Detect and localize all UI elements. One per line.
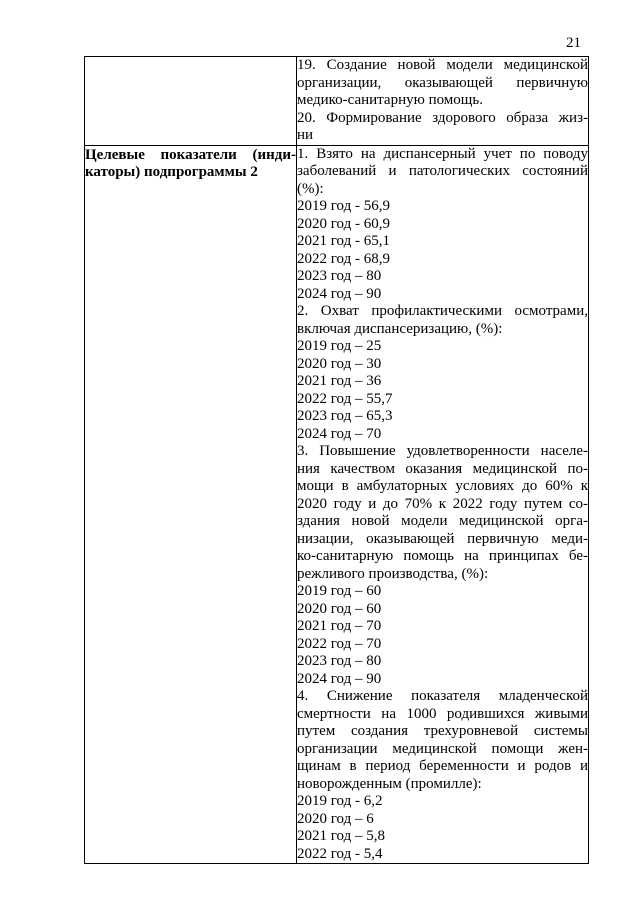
text-line: 2019 год – 25 xyxy=(297,338,382,354)
heading-line: Целевые показатели (инди- xyxy=(85,146,296,163)
text-line: 2. Охват профилактическими осмотрами, xyxy=(297,303,588,319)
table-row xyxy=(85,145,589,864)
page-number: 21 xyxy=(566,35,581,51)
text-line: 2022 год - 68,9 xyxy=(297,250,390,267)
text-line: 2024 год – 90 xyxy=(297,285,382,302)
text-line: 2020 год – 60 xyxy=(297,600,382,617)
text-line: 2023 год – 80 xyxy=(297,653,382,669)
text-line: 2020 год – 6 xyxy=(297,810,374,827)
text-line: смертности на 1000 родившихся живыми xyxy=(297,705,588,722)
text-line: 2024 год – 90 xyxy=(297,670,382,687)
text-line: 2021 год – 5,8 xyxy=(297,828,385,844)
text-line: 2022 год – 55,7 xyxy=(297,390,393,407)
text-line: 2023 год – 65,3 xyxy=(297,408,393,424)
text-line: мощи в амбулаторных условиях до 60% к xyxy=(297,478,588,494)
text-line: путем создания трехуровневой системы xyxy=(297,723,588,739)
text-line: низации, оказывающей первичную меди- xyxy=(297,530,588,547)
text-line: (%): xyxy=(297,180,324,197)
text-line: 1. Взято на диспансерный учет по поводу xyxy=(297,145,588,162)
text-line: новорожденным (промилле): xyxy=(297,775,482,792)
text-line: щинам в период беременности и родов и xyxy=(297,758,588,774)
heading-line: каторы) подпрограммы 2 xyxy=(85,164,258,180)
row1-right-cell xyxy=(297,57,589,146)
text-line: 2022 год - 5,4 xyxy=(297,845,383,862)
text-line: ния качеством оказания медицинской по- xyxy=(297,460,588,477)
text-line: организации, оказывающей первичную xyxy=(297,74,588,91)
row2-left-cell xyxy=(85,145,297,864)
text-line: заболеваний и патологических состояний xyxy=(297,163,588,179)
table-row xyxy=(85,57,589,146)
text-line: 4. Снижение показателя младенческой xyxy=(297,688,588,704)
text-line: 2021 год – 36 xyxy=(297,373,382,389)
text-line: организации медицинской помощи жен- xyxy=(297,740,588,757)
subprogram-table xyxy=(84,56,589,864)
text-line: 2021 год - 65,1 xyxy=(297,233,390,249)
text-line: 2020 году и до 70% к 2022 году путем со- xyxy=(297,495,588,512)
text-line: 3. Повышение удовлетворенности населе- xyxy=(297,443,588,459)
text-line: ко-санитарную помощь на принципах бе- xyxy=(297,548,588,564)
text-line: 2020 год - 60,9 xyxy=(297,215,390,232)
text-line: здания новой модели медицинской орга- xyxy=(297,513,588,529)
text-line: 2021 год – 70 xyxy=(297,618,382,634)
text-line: 2019 год - 56,9 xyxy=(297,198,390,214)
row2-right-cell xyxy=(297,145,589,864)
text-line: 2020 год – 30 xyxy=(297,355,382,372)
text-line: режливого производства, (%): xyxy=(297,565,489,582)
text-line: 2024 год – 70 xyxy=(297,425,382,442)
text-line: 20. Формирование здорового образа жиз- xyxy=(297,109,588,126)
text-line: 2019 год – 60 xyxy=(297,583,382,599)
indicators-heading xyxy=(85,146,296,182)
text-line: включая диспансеризацию, (%): xyxy=(297,320,503,337)
row1-left-cell xyxy=(85,57,297,146)
text-line: 19. Создание новой модели медицинской xyxy=(297,57,588,73)
text-line: 2022 год – 70 xyxy=(297,635,382,652)
text-line: 2019 год - 6,2 xyxy=(297,793,383,809)
text-line: 2023 год – 80 xyxy=(297,268,382,284)
text-line: медико-санитарную помощь. xyxy=(297,92,483,108)
text-line: ни xyxy=(297,127,314,143)
